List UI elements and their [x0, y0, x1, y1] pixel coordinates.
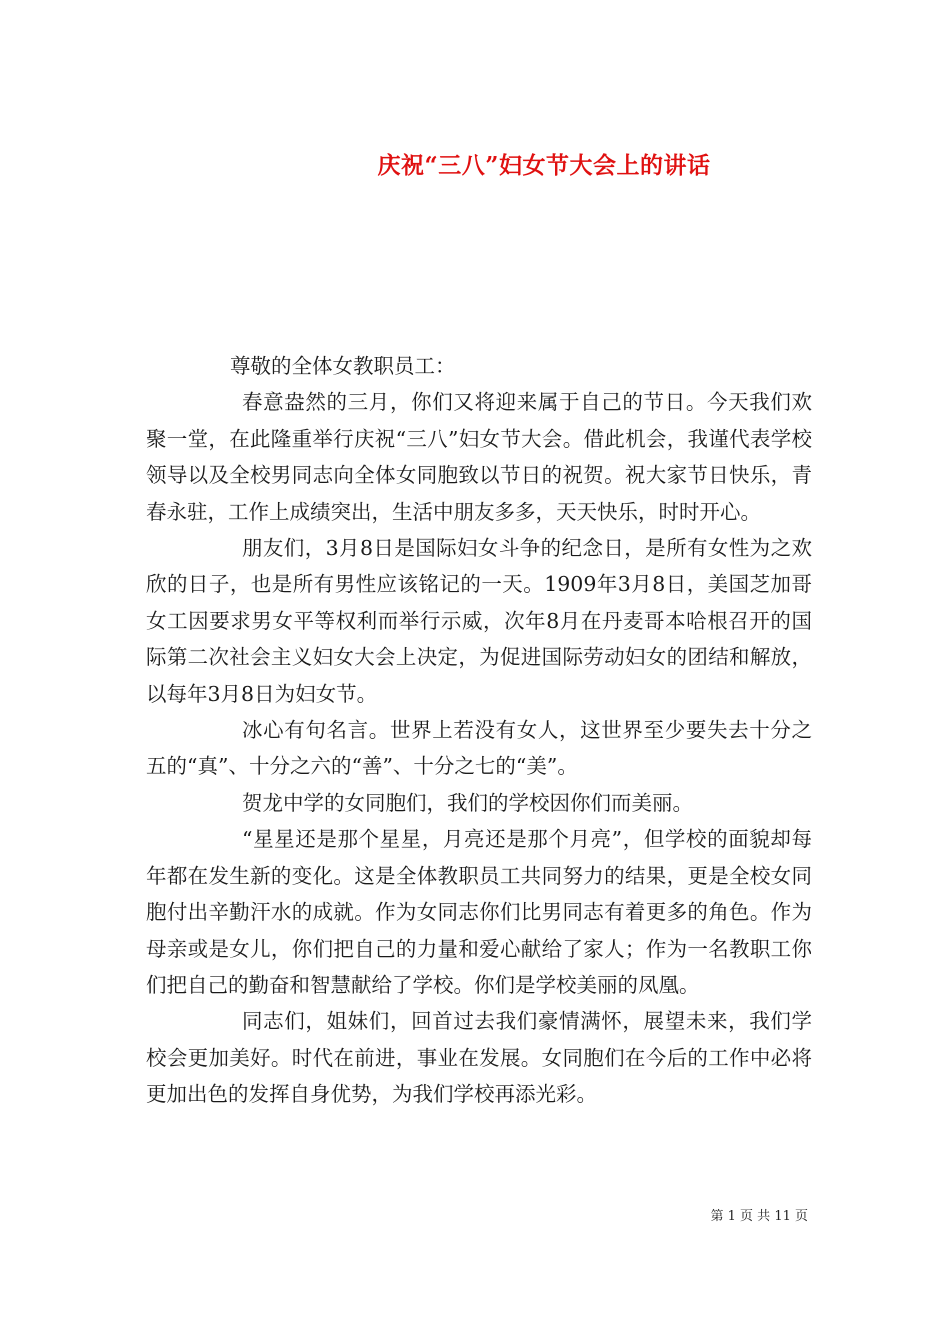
- document-title: 庆祝“三八”妇女节大会上的讲话: [377, 152, 711, 180]
- salutation: 尊敬的全体女教职员工：: [230, 354, 456, 378]
- paragraph: “星星还是那个星星，月亮还是那个月亮”，但学校的面貌却每年都在发生新的变化。这是全体教职员工共同努力的结果，更是全校女同胞付出辛勤汗水的成就。作为女同志你们比男同志有着更多的角色。作为母亲或是女儿，你们把自己的力量和爱心献给了家人；作为一名教职工你们把自己的勤奋和智慧献给了学校。你们是学校美丽的凤凰。: [146, 827, 812, 997]
- page-number-footer: 第 1 页 共 11 页: [710, 1209, 808, 1224]
- paragraph: 春意盎然的三月，你们又将迎来属于自己的节日。今天我们欢聚一堂，在此隆重举行庆祝“三八”妇女节大会。借此机会，我谨代表学校领导以及全校男同志向全体女同胞致以节日的祝贺。祝大家节日快乐，青春永驻，工作上成绩突出，生活中朋友多多，天天快乐，时时开心。: [146, 390, 812, 524]
- paragraph: 同志们，姐妹们，回首过去我们豪情满怀，展望未来，我们学校会更加美好。时代在前进，事业在发展。女同胞们在今后的工作中必将更加出色的发挥自身优势，为我们学校再添光彩。: [146, 1009, 812, 1107]
- paragraph: 冰心有句名言。世界上若没有女人，这世界至少要失去十分之五的“真”、十分之六的“善”、十分之七的“美”。: [146, 718, 812, 779]
- paragraph: 朋友们，3月8日是国际妇女斗争的纪念日，是所有女性为之欢欣的日子，也是所有男性应该铭记的一天。1909年3月8日，美国芝加哥女工因要求男女平等权利而举行示威，次年8月在丹麦哥本哈根召开的国际第二次社会主义妇女大会上决定，为促进国际劳动妇女的团结和解放，以每年3月8日为妇女节。: [146, 536, 812, 706]
- document-body: [146, 348, 812, 1113]
- paragraph: 贺龙中学的女同胞们，我们的学校因你们而美丽。: [242, 790, 693, 815]
